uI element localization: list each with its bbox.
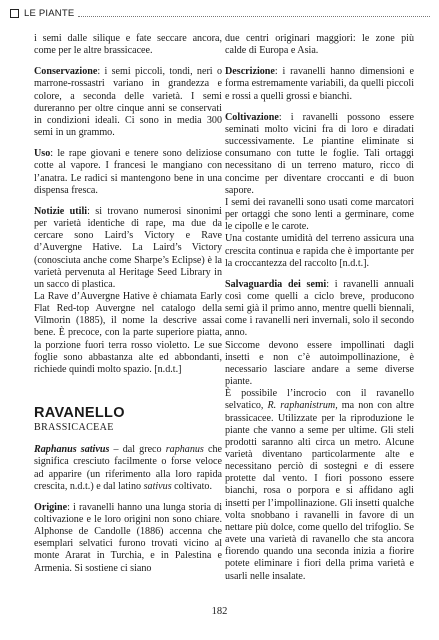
raphanus-text-3: coltivato. <box>171 480 213 492</box>
section-family: BRASSICACEAE <box>34 422 114 434</box>
raphanus-text-2: che significa cresciuto facilmente o forse veloce ad apparire (un riferimento alla loro rapida crescita, n.d.t.) e dal latino <box>34 444 222 492</box>
page-header <box>10 6 430 20</box>
umidita-paragraph: Una costante umidità del terreno assicura una crescita continua e rapida che è importante per la croccantezza del raccolto [n.d.t.]. <box>225 233 414 269</box>
conservazione-paragraph <box>34 66 222 139</box>
page-number: 182 <box>211 606 228 617</box>
notizie-text: : si trovano numerosi sinonimi per varietà identiche di rape, ma due da cercare sono Laird’s Victory e Rave d’Auvergne Hative. La Laird’s Victory (conosciuta anche come Sharpe’s Eclipse) è la varietà pervenuta al Heritage Seed Library in un sacco di plastica. <box>34 205 222 290</box>
right-column <box>225 33 414 583</box>
uso-paragraph <box>34 148 222 197</box>
possibile-text-1: È possibile l’incrocio con il ravanello selvatico, <box>225 388 414 412</box>
semi-paragraph: I semi dei ravanelli sono usati come marcatori per ortaggi che sono lenti a germinare, come le cipolle e le carote. <box>225 196 414 233</box>
raphanus-word-1: raphanus <box>165 444 204 456</box>
salvaguardia-text: : i ravanelli annuali così come quelli a ciclo breve, producono semi già il primo anno, mentre quelli biennali, come i ravanelli neri invernali, solo il secondo anno. <box>225 278 414 339</box>
salvaguardia-label: Salvaguardia dei semi <box>225 278 327 290</box>
coltivazione-label: Coltivazione <box>225 111 279 123</box>
notizie-paragraph <box>34 206 222 291</box>
uso-text: : le rape giovani e tenere sono deliziose cotte al vapore. I francesi le mangiano con l’anatra. Le radici si mantengono bene in una dispensa fresca. <box>34 148 222 196</box>
notizie-label: Notizie utili <box>34 205 88 217</box>
possibile-paragraph <box>225 388 414 583</box>
origine-paragraph <box>34 502 222 575</box>
raphanus-word-2: sativus <box>143 480 172 492</box>
raphanus-paragraph <box>34 444 222 493</box>
salvaguardia-paragraph <box>225 279 414 340</box>
origine-text: : i ravanelli hanno una lunga storia di coltivazione e le loro origini non sono chiare. Alphonse de Candolle (1886) accenna che esemplari selvatici furono trovati vicino al monte Ararat in Turchia, e in Palestina e Armenia. Si sostiene ci siano <box>34 501 222 574</box>
uso-label: Uso <box>34 148 51 160</box>
right-intro-paragraph: due centri originari maggiori: le zone più calde di Europa e Asia. <box>225 33 414 57</box>
origine-label: Origine <box>34 501 68 513</box>
raphanus-name: Raphanus sativus <box>34 444 110 456</box>
raphanistrum-name: R. raphanistrum, <box>267 400 338 412</box>
header-label: LE PIANTE <box>24 7 75 19</box>
header-dotted-rule <box>78 16 430 17</box>
left-column <box>34 33 222 575</box>
rave-paragraph: La Rave d’Auvergne Hative è chiamata Early Flat Red-top Auvergne nel catalogo della Vilmorin (1885), il nome la descrive assai bene. È precoce, con la parte superiore piatta, la porzione fuori terra rosso violetto. Le sue foglie sono abbastanza alte ed abbondanti, richiede quindi molto spazio. [n.d.t.] <box>34 290 222 375</box>
section-spacer <box>34 385 222 405</box>
possibile-text-2: ma non con altre brassicacee. Utilizzate per la riproduzione le piante che vanno a seme per ultime. Gli steli prodotti saranno alti circa un metro. Alcune varietà diventano particolarmente alte e necessitano perciò di sostegni e di essere protette dal vento. I fiori possono essere bianchi, rosa o porpora e si affidano agli insetti per l’impollinazione. Gli insetti qualche volta snobbano i ravanelli in favore di un nettare più dolce, come quello del trifoglio. Se avete una varietà di ravanello che sta ancora fiorendo quando una seconda inizia a fiorire potete eliminare i fiori della prima varietà e usarli nelle insalate. <box>225 400 414 582</box>
conservazione-text: : i semi piccoli, tondi, neri o marrone-rossastri variano in grandezza e colore, a seconda delle varietà. I semi dureranno per oltre cinque anni se conservati in condizioni ideali. Ci sono in media 300 semi in un grammo. <box>34 66 222 139</box>
descrizione-label: Descrizione <box>225 66 275 78</box>
siccome-paragraph: Siccome devono essere impollinati dagli insetti e non c’è autoimpollinazione, è necessario lasciare andare a seme diverse piante. <box>225 339 414 388</box>
section-title: RAVANELLO <box>34 405 125 422</box>
coltivazione-text: : i ravanelli possono essere seminati molto vicini fra di loro e diradati successivamente. Le piantine eliminate si consumano con tutte le foglie. Tali ortaggi necessitano di un terreno maturo, ricco di concime per diventare croccanti e di buon sapore. <box>225 111 414 196</box>
left-intro-paragraph: i semi dalle silique e fate seccare ancora, come per le altre brassicacee. <box>34 33 222 57</box>
raphanus-text-1: – dal greco <box>109 444 166 456</box>
descrizione-text: : i ravanelli hanno dimensioni e forma estremamente variabili, da quelli piccoli e rossi a quelli grossi e bianchi. <box>225 66 414 102</box>
conservazione-label: Conservazione <box>34 66 98 78</box>
coltivazione-paragraph <box>225 112 414 197</box>
header-square-icon <box>10 9 19 18</box>
descrizione-paragraph <box>225 66 414 102</box>
